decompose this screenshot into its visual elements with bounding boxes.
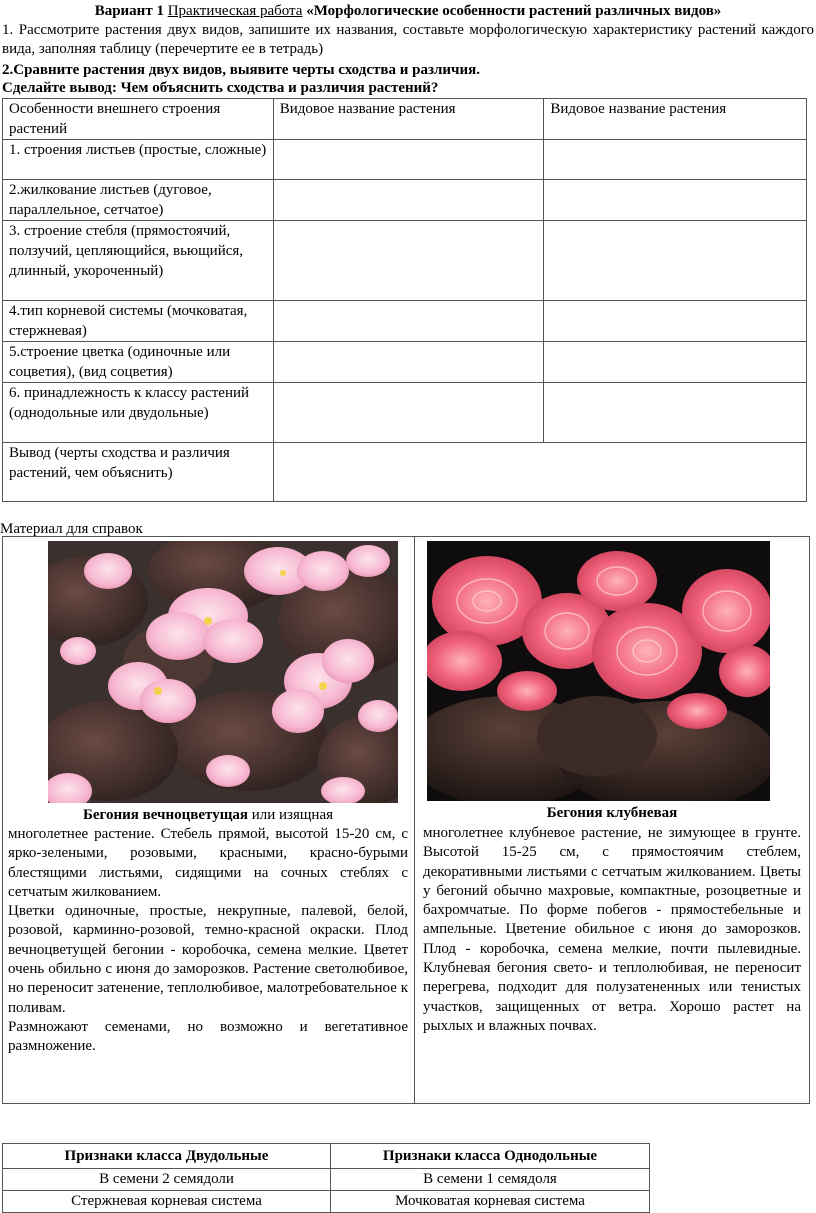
class-header-cell: Признаки класса Двудольные <box>3 1144 331 1169</box>
table-blank-cell <box>273 221 544 301</box>
table-blank-cell <box>544 383 807 443</box>
class-header-cell: Признаки класса Однодольные <box>331 1144 650 1169</box>
plant-1-description <box>8 825 408 1057</box>
class-cell: В семени 1 семядоля <box>331 1169 650 1191</box>
variant-label: Вариант 1 <box>94 3 164 19</box>
table-row <box>3 301 807 342</box>
table-row <box>3 1169 650 1191</box>
table-blank-cell <box>544 342 807 383</box>
begonia-tuberhybrida-photo <box>427 541 770 801</box>
conclusion-prompt: Сделайте вывод: Чем объяснить сходства и различия растений? <box>2 80 439 96</box>
reference-divider <box>414 536 415 1103</box>
class-header-row <box>3 1144 650 1169</box>
table-row <box>3 443 807 502</box>
table-row <box>3 140 807 180</box>
begonia-semperflorens-photo <box>48 541 398 803</box>
table-header-cell: Видовое название растения <box>273 99 544 140</box>
table-row <box>3 221 807 301</box>
table-row-label: Вывод (черты сходства и различия растений, чем объяснить) <box>3 443 274 502</box>
class-cell: Стержневая корневая система <box>3 1191 331 1213</box>
table-row <box>3 383 807 443</box>
class-cell: В семени 2 семядоли <box>3 1169 331 1191</box>
table-blank-cell <box>273 301 544 342</box>
table-header-row <box>3 99 807 140</box>
plant-1-name: Бегония вечноцветущая <box>82 807 248 823</box>
table-blank-cell <box>544 140 807 180</box>
table-blank-cell <box>544 180 807 221</box>
table-row <box>3 342 807 383</box>
plant-1-name-suffix: или изящная <box>247 807 334 823</box>
table-header-cell: Особенности внешнего строения растений <box>3 99 274 140</box>
table-blank-cell <box>544 301 807 342</box>
plant-2-paragraph: многолетнее клубневое растение, не зимующее в грунте. Высотой 15-25 см, с прямостоячим стеблем, декоративными листьями с сетчатым жилкованием. Цветы у бегоний обычно махровые, компактные, розоцветные и бахромчатые. По форме побегов - прямостебельные и ампельные. Цветение обильное с июня до заморозков. Плод - коробочка, семена мелкие, почти пылевидные. Клубневая бегония свето- и теплолюбивая, не переносит перегрева, подходит для полузатененных или тенистых участков, защищенных от ветра. Хорошо растет на рыхлых и влажных почвах. <box>423 825 801 1034</box>
class-features-table <box>2 1143 650 1213</box>
table-blank-cell <box>273 383 544 443</box>
table-row-label: 5.строение цветка (одиночные или соцветия), (вид соцветия) <box>3 342 274 383</box>
plant-1-paragraph: многолетнее растение. Стебель прямой, высотой 15-20 см, с ярко-зелеными, розовыми, красными, красно-бурыми блестящими листьями, сидящими на сочных стеблях с сетчатым жилкованием. <box>8 826 408 900</box>
table-header-cell: Видовое название растения <box>544 99 807 140</box>
work-type-label: Практическая работа <box>167 3 303 19</box>
page-heading <box>0 2 816 20</box>
plant-1-caption <box>8 806 408 825</box>
table-row <box>3 1191 650 1213</box>
table-blank-cell <box>273 342 544 383</box>
reference-label: Материал для справок <box>0 521 143 537</box>
table-blank-cell <box>273 140 544 180</box>
characteristics-table <box>2 98 807 502</box>
table-row-label: 4.тип корневой системы (мочковатая, стержневая) <box>3 301 274 342</box>
class-cell: Мочковатая корневая система <box>331 1191 650 1213</box>
plant-2-name: Бегония клубневая <box>546 805 678 821</box>
table-blank-cell <box>273 443 806 502</box>
table-blank-cell <box>544 221 807 301</box>
task-1-text: 1. Рассмотрите растения двух видов, запишите их названия, составьте морфологическую характеристику растений каждого вида, заполняя таблицу (перечертите ее в тетрадь) <box>2 22 814 57</box>
plant-1-paragraph: Цветки одиночные, простые, некрупные, палевой, белой, розовой, карминно-розовой, темно-красной окраски. Плод вечноцветущей бегонии - коробочка, семена мелкие. Цветет очень обильно с июня до заморозков. Растение светолюбивое, но переносит затенение, теплолюбивое, малотребовательное к поливам. <box>8 903 408 1016</box>
plant-2-description <box>423 824 801 1036</box>
table-row-label: 2.жилкование листьев (дуговое, параллельное, сетчатое) <box>3 180 274 221</box>
table-row <box>3 180 807 221</box>
task-2-text: 2.Сравните растения двух видов, выявите черты сходства и различия. <box>2 62 480 78</box>
table-blank-cell <box>273 180 544 221</box>
table-row-label: 3. строение стебля (прямостоячий, ползучий, цепляющийся, вьющийся, длинный, укороченный) <box>3 221 274 301</box>
table-row-label: 6. принадлежность к классу растений (однодольные или двудольные) <box>3 383 274 443</box>
table-row-label: 1. строения листьев (простые, сложные) <box>3 140 274 180</box>
plant-1-paragraph: Размножают семенами, но возможно и вегетативное размножение. <box>8 1018 408 1055</box>
work-title: «Морфологические особенности растений различных видов» <box>306 3 722 19</box>
